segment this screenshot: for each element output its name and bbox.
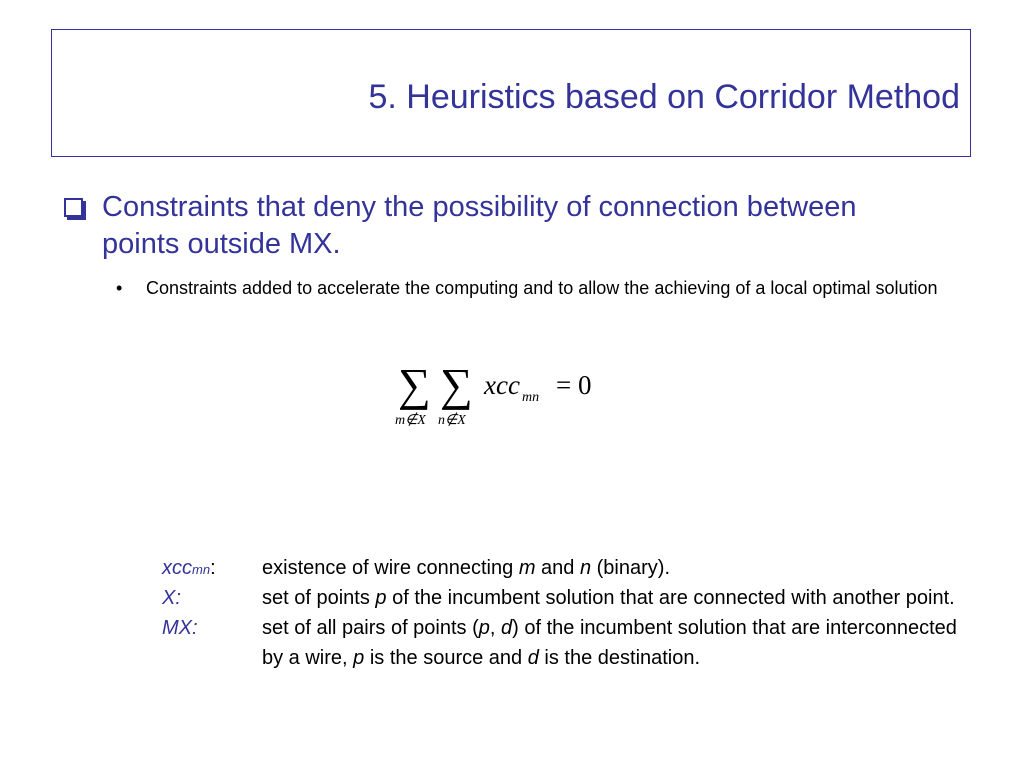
definition-term xyxy=(162,553,216,585)
definitions xyxy=(162,553,962,673)
desc-text: of the incumbent solution that are connected with another point. xyxy=(386,587,955,609)
sub-bullet-text: Constraints added to accelerate the computing and to allow the achieving of a local optimal solution xyxy=(146,278,938,298)
sum-symbol-2: ∑ xyxy=(440,359,473,410)
definition-description xyxy=(262,613,962,673)
formula-variable-subscript: mn xyxy=(522,390,540,405)
desc-var-p: p xyxy=(353,647,365,669)
main-bullet xyxy=(64,189,924,263)
sum-symbol-1: ∑ xyxy=(398,359,431,410)
formula-variable: xcc xyxy=(484,370,520,400)
term-colon: : xyxy=(210,557,216,579)
definition-x xyxy=(162,583,962,613)
term-mx: MX: xyxy=(162,617,198,639)
term-x: X: xyxy=(162,587,181,609)
checkbox-bullet-icon xyxy=(64,198,83,217)
sub-bullet xyxy=(116,275,946,302)
desc-var-n: n xyxy=(579,557,592,579)
sum-index-1: m∉X xyxy=(395,413,426,428)
title-box xyxy=(51,29,971,157)
definition-description xyxy=(262,553,962,583)
desc-text: and xyxy=(535,557,580,579)
desc-text: existence of wire connecting xyxy=(262,557,519,579)
bullet-dot-icon: • xyxy=(116,278,123,298)
constraint-formula xyxy=(392,359,612,434)
desc-text: (binary). xyxy=(591,557,670,579)
desc-text: , xyxy=(489,617,502,639)
desc-text: ) of the incumbent solution that are interconnected by a wire, xyxy=(262,617,957,669)
desc-var-d: d xyxy=(501,617,513,639)
desc-var-d: d xyxy=(527,647,539,669)
desc-text: set of points xyxy=(262,587,376,609)
formula-equals: = 0 xyxy=(556,370,592,400)
desc-text: is the source and xyxy=(364,647,528,669)
slide-title: 5. Heuristics based on Corridor Method xyxy=(368,78,960,116)
desc-var-p: p xyxy=(478,617,490,639)
sum-index-2: n∉X xyxy=(438,413,466,428)
desc-text: set of all pairs of points ( xyxy=(262,617,479,639)
desc-var-m: m xyxy=(518,557,536,579)
definition-xcc xyxy=(162,553,962,583)
main-bullet-text: Constraints that deny the possibility of connection between points outside MX. xyxy=(102,191,857,260)
term-xcc-subscript: mn xyxy=(192,562,211,577)
definition-description xyxy=(262,583,962,613)
desc-text: is the destination. xyxy=(538,647,701,669)
term-xcc: xcc xyxy=(162,557,192,579)
definition-mx xyxy=(162,613,962,673)
desc-var-p: p xyxy=(375,587,387,609)
